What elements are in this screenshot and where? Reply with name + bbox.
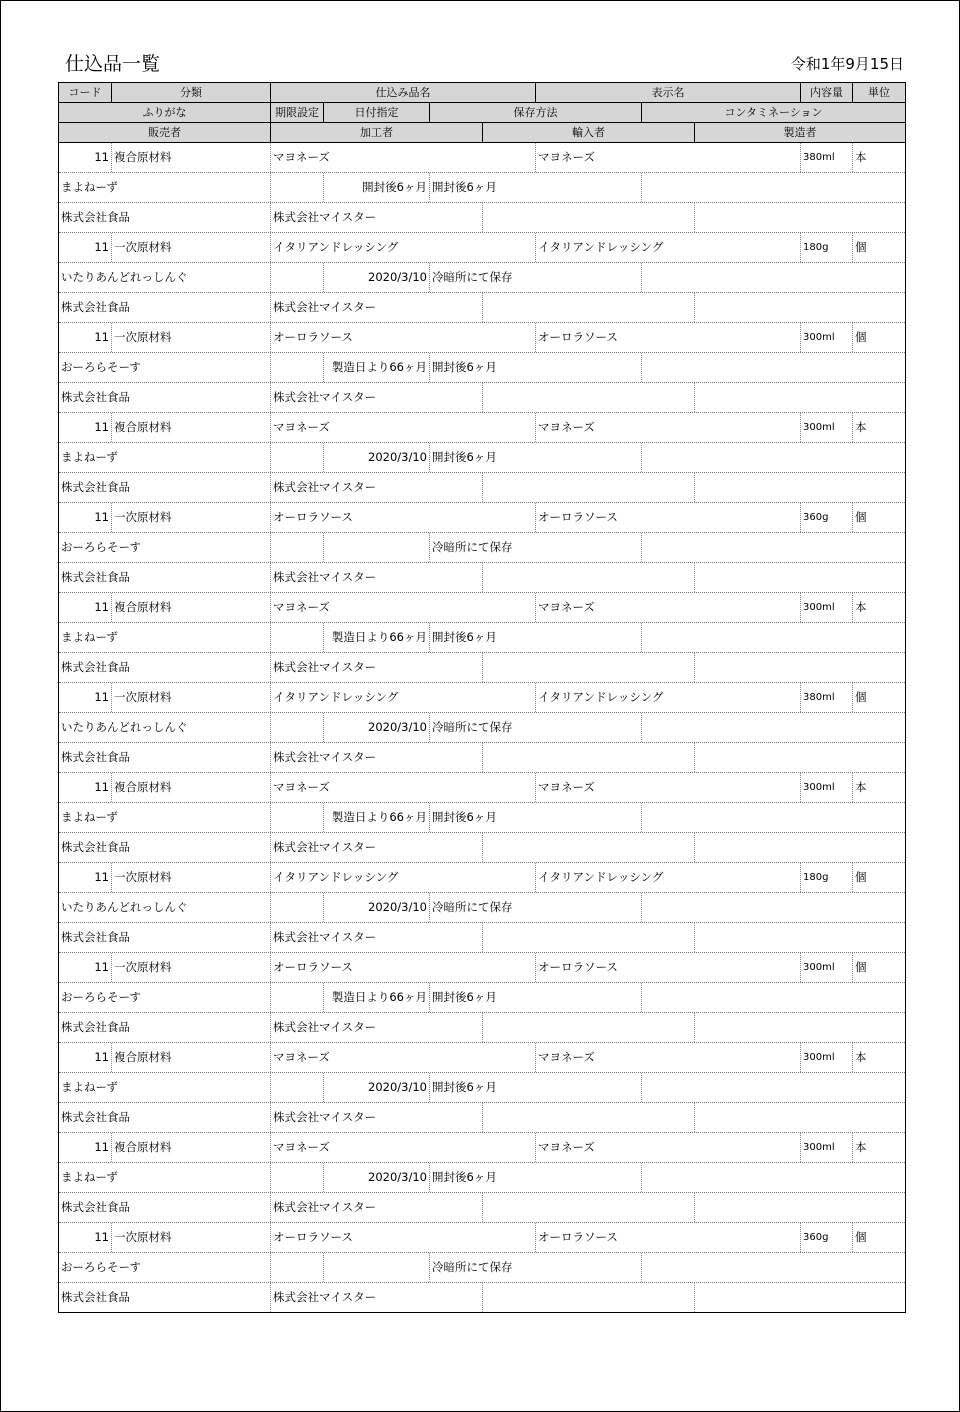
record-storage-method: 冷暗所にて保存 bbox=[429, 713, 641, 742]
record-display-name: マヨネーズ bbox=[535, 1043, 800, 1072]
table-row bbox=[59, 263, 905, 293]
record-unit: 個 bbox=[852, 233, 905, 262]
record-manufacturer bbox=[694, 923, 905, 952]
table-row bbox=[59, 833, 905, 863]
record-contamination bbox=[641, 983, 905, 1012]
record-processor: 株式会社マイスター bbox=[270, 1103, 482, 1132]
record-processor: 株式会社マイスター bbox=[270, 1283, 482, 1312]
record-category: 一次原材料 bbox=[111, 503, 270, 532]
record-volume: 380ml bbox=[800, 143, 852, 172]
header-code: コード bbox=[68, 86, 102, 99]
record-furigana: まよねーず bbox=[61, 810, 118, 824]
table-header-row-3 bbox=[59, 123, 905, 143]
record-contamination bbox=[641, 353, 905, 382]
record-display-name: オーロラソース bbox=[535, 503, 800, 532]
record-volume: 180g bbox=[800, 233, 852, 262]
record-volume: 300ml bbox=[800, 773, 852, 802]
record-category: 一次原材料 bbox=[111, 323, 270, 352]
record-furigana: まよねーず bbox=[61, 180, 118, 194]
record-date-spec: 2020/3/10 bbox=[323, 263, 429, 292]
header-seller: 販売者 bbox=[148, 126, 181, 139]
record-importer bbox=[482, 563, 694, 592]
record-unit: 本 bbox=[852, 413, 905, 442]
record-expiry-setting bbox=[270, 623, 323, 652]
record-expiry-setting bbox=[270, 173, 323, 202]
record-unit: 本 bbox=[852, 1133, 905, 1162]
header-product-name: 仕込み品名 bbox=[270, 83, 535, 102]
record-seller: 株式会社食品 bbox=[61, 570, 130, 584]
record-unit: 本 bbox=[852, 593, 905, 622]
table-row bbox=[59, 563, 905, 593]
record-unit: 個 bbox=[852, 323, 905, 352]
record-contamination bbox=[641, 263, 905, 292]
record-importer bbox=[482, 1193, 694, 1222]
record-product-name: マヨネーズ bbox=[270, 1133, 535, 1162]
record-storage-method: 開封後6ヶ月 bbox=[429, 1163, 641, 1192]
table-row bbox=[59, 503, 905, 533]
table-row bbox=[59, 383, 905, 413]
record-contamination bbox=[641, 1073, 905, 1102]
record-expiry-setting bbox=[270, 533, 323, 562]
record-date-spec: 2020/3/10 bbox=[323, 1073, 429, 1102]
record-date-spec bbox=[323, 533, 429, 562]
table-row bbox=[59, 353, 905, 383]
record-importer bbox=[482, 653, 694, 682]
record-manufacturer bbox=[694, 473, 905, 502]
record-category: 一次原材料 bbox=[111, 863, 270, 892]
record-code: 11 bbox=[94, 960, 109, 974]
record-seller: 株式会社食品 bbox=[61, 480, 130, 494]
table-row bbox=[59, 1223, 905, 1253]
record-date-spec: 製造日より66ヶ月 bbox=[323, 623, 429, 652]
record-volume: 300ml bbox=[800, 953, 852, 982]
record-product-name: イタリアンドレッシング bbox=[270, 683, 535, 712]
record-expiry-setting bbox=[270, 713, 323, 742]
record-product-name: オーロラソース bbox=[270, 323, 535, 352]
record-volume: 300ml bbox=[800, 593, 852, 622]
record-storage-method: 開封後6ヶ月 bbox=[429, 983, 641, 1012]
record-display-name: イタリアンドレッシング bbox=[535, 233, 800, 262]
record-manufacturer bbox=[694, 653, 905, 682]
table-row bbox=[59, 623, 905, 653]
table-row bbox=[59, 863, 905, 893]
record-unit: 個 bbox=[852, 683, 905, 712]
record-storage-method: 開封後6ヶ月 bbox=[429, 1073, 641, 1102]
record-manufacturer bbox=[694, 383, 905, 412]
record-expiry-setting bbox=[270, 1073, 323, 1102]
record-unit: 個 bbox=[852, 503, 905, 532]
record-processor: 株式会社マイスター bbox=[270, 923, 482, 952]
record-furigana: まよねーず bbox=[61, 1170, 118, 1184]
record-category: 一次原材料 bbox=[111, 233, 270, 262]
header-date-spec: 日付指定 bbox=[323, 103, 429, 122]
record-expiry-setting bbox=[270, 893, 323, 922]
record-importer bbox=[482, 1013, 694, 1042]
record-code: 11 bbox=[94, 420, 109, 434]
page-title: 仕込品一覧 bbox=[65, 53, 161, 75]
record-date-spec bbox=[323, 1253, 429, 1282]
record-expiry-setting bbox=[270, 443, 323, 472]
record-seller: 株式会社食品 bbox=[61, 1020, 130, 1034]
header-contamination: コンタミネーション bbox=[641, 103, 905, 122]
record-product-name: マヨネーズ bbox=[270, 593, 535, 622]
record-product-name: イタリアンドレッシング bbox=[270, 863, 535, 892]
table-row bbox=[59, 1073, 905, 1103]
record-seller: 株式会社食品 bbox=[61, 390, 130, 404]
record-manufacturer bbox=[694, 833, 905, 862]
record-furigana: まよねーず bbox=[61, 630, 118, 644]
record-code: 11 bbox=[94, 1230, 109, 1244]
record-display-name: マヨネーズ bbox=[535, 143, 800, 172]
record-furigana: まよねーず bbox=[61, 1080, 118, 1094]
table-header-row-1 bbox=[59, 83, 905, 103]
record-seller: 株式会社食品 bbox=[61, 1290, 130, 1304]
table-row bbox=[59, 1133, 905, 1163]
record-processor: 株式会社マイスター bbox=[270, 383, 482, 412]
record-processor: 株式会社マイスター bbox=[270, 203, 482, 232]
record-display-name: オーロラソース bbox=[535, 953, 800, 982]
table-row bbox=[59, 1283, 905, 1313]
table-row bbox=[59, 923, 905, 953]
record-furigana: いたりあんどれっしんぐ bbox=[61, 270, 188, 284]
record-storage-method: 開封後6ヶ月 bbox=[429, 173, 641, 202]
record-display-name: マヨネーズ bbox=[535, 1133, 800, 1162]
table-row bbox=[59, 653, 905, 683]
header-category: 分類 bbox=[111, 83, 270, 102]
record-display-name: オーロラソース bbox=[535, 323, 800, 352]
header-display-name: 表示名 bbox=[535, 83, 800, 102]
record-product-name: イタリアンドレッシング bbox=[270, 233, 535, 262]
record-category: 複合原材料 bbox=[111, 593, 270, 622]
record-importer bbox=[482, 1103, 694, 1132]
document-date: 令和1年9月15日 bbox=[790, 55, 904, 73]
record-product-name: オーロラソース bbox=[270, 1223, 535, 1252]
record-seller: 株式会社食品 bbox=[61, 840, 130, 854]
record-display-name: イタリアンドレッシング bbox=[535, 683, 800, 712]
record-unit: 個 bbox=[852, 953, 905, 982]
table-row bbox=[59, 413, 905, 443]
table-row bbox=[59, 593, 905, 623]
header-furigana: ふりがな bbox=[142, 106, 187, 119]
record-volume: 300ml bbox=[800, 323, 852, 352]
record-seller: 株式会社食品 bbox=[61, 660, 130, 674]
record-date-spec: 2020/3/10 bbox=[323, 893, 429, 922]
record-category: 複合原材料 bbox=[111, 143, 270, 172]
record-manufacturer bbox=[694, 203, 905, 232]
record-processor: 株式会社マイスター bbox=[270, 653, 482, 682]
record-date-spec: 製造日より66ヶ月 bbox=[323, 983, 429, 1012]
record-date-spec: 製造日より66ヶ月 bbox=[323, 353, 429, 382]
record-contamination bbox=[641, 713, 905, 742]
record-contamination bbox=[641, 1253, 905, 1282]
record-product-name: マヨネーズ bbox=[270, 1043, 535, 1072]
record-furigana: いたりあんどれっしんぐ bbox=[61, 720, 188, 734]
record-category: 複合原材料 bbox=[111, 413, 270, 442]
record-storage-method: 開封後6ヶ月 bbox=[429, 803, 641, 832]
table-row bbox=[59, 203, 905, 233]
record-expiry-setting bbox=[270, 1253, 323, 1282]
record-code: 11 bbox=[94, 240, 109, 254]
record-category: 一次原材料 bbox=[111, 1223, 270, 1252]
table-row bbox=[59, 773, 905, 803]
record-storage-method: 冷暗所にて保存 bbox=[429, 893, 641, 922]
record-volume: 360g bbox=[800, 1223, 852, 1252]
record-volume: 360g bbox=[800, 503, 852, 532]
table-row bbox=[59, 1253, 905, 1283]
table-row bbox=[59, 323, 905, 353]
table-row bbox=[59, 293, 905, 323]
record-furigana: おーろらそーす bbox=[61, 1260, 141, 1274]
header-unit: 単位 bbox=[852, 83, 905, 102]
record-display-name: マヨネーズ bbox=[535, 593, 800, 622]
record-date-spec: 開封後6ヶ月 bbox=[323, 173, 429, 202]
record-importer bbox=[482, 293, 694, 322]
record-processor: 株式会社マイスター bbox=[270, 743, 482, 772]
record-importer bbox=[482, 383, 694, 412]
record-display-name: マヨネーズ bbox=[535, 773, 800, 802]
record-unit: 個 bbox=[852, 1223, 905, 1252]
record-manufacturer bbox=[694, 563, 905, 592]
table-row bbox=[59, 1163, 905, 1193]
record-category: 複合原材料 bbox=[111, 1043, 270, 1072]
record-furigana: まよねーず bbox=[61, 450, 118, 464]
table-row bbox=[59, 953, 905, 983]
record-furigana: おーろらそーす bbox=[61, 990, 141, 1004]
record-importer bbox=[482, 743, 694, 772]
record-category: 一次原材料 bbox=[111, 683, 270, 712]
record-seller: 株式会社食品 bbox=[61, 930, 130, 944]
record-processor: 株式会社マイスター bbox=[270, 1193, 482, 1222]
record-furigana: おーろらそーす bbox=[61, 360, 141, 374]
table-row bbox=[59, 743, 905, 773]
table-row bbox=[59, 533, 905, 563]
record-importer bbox=[482, 203, 694, 232]
record-processor: 株式会社マイスター bbox=[270, 833, 482, 862]
record-product-name: マヨネーズ bbox=[270, 143, 535, 172]
table-row bbox=[59, 983, 905, 1013]
record-manufacturer bbox=[694, 1283, 905, 1312]
record-date-spec: 2020/3/10 bbox=[323, 443, 429, 472]
table-row bbox=[59, 443, 905, 473]
table-row bbox=[59, 1013, 905, 1043]
record-unit: 個 bbox=[852, 863, 905, 892]
table-row bbox=[59, 473, 905, 503]
record-manufacturer bbox=[694, 1103, 905, 1132]
record-code: 11 bbox=[94, 330, 109, 344]
record-seller: 株式会社食品 bbox=[61, 1200, 130, 1214]
record-category: 複合原材料 bbox=[111, 1133, 270, 1162]
record-importer bbox=[482, 833, 694, 862]
record-volume: 380ml bbox=[800, 683, 852, 712]
record-volume: 300ml bbox=[800, 1133, 852, 1162]
record-unit: 本 bbox=[852, 773, 905, 802]
table-row bbox=[59, 893, 905, 923]
record-contamination bbox=[641, 443, 905, 472]
header-storage-method: 保存方法 bbox=[429, 103, 641, 122]
record-code: 11 bbox=[94, 1050, 109, 1064]
record-contamination bbox=[641, 173, 905, 202]
table-row bbox=[59, 1193, 905, 1223]
header-volume: 内容量 bbox=[800, 83, 852, 102]
record-code: 11 bbox=[94, 780, 109, 794]
record-code: 11 bbox=[94, 870, 109, 884]
record-date-spec: 2020/3/10 bbox=[323, 1163, 429, 1192]
record-code: 11 bbox=[94, 600, 109, 614]
record-category: 一次原材料 bbox=[111, 953, 270, 982]
record-seller: 株式会社食品 bbox=[61, 210, 130, 224]
record-category: 複合原材料 bbox=[111, 773, 270, 802]
header-processor: 加工者 bbox=[270, 123, 482, 142]
record-storage-method: 冷暗所にて保存 bbox=[429, 1253, 641, 1282]
record-seller: 株式会社食品 bbox=[61, 750, 130, 764]
record-contamination bbox=[641, 893, 905, 922]
record-importer bbox=[482, 1283, 694, 1312]
record-furigana: おーろらそーす bbox=[61, 540, 141, 554]
record-expiry-setting bbox=[270, 983, 323, 1012]
table-row bbox=[59, 1103, 905, 1133]
record-storage-method: 開封後6ヶ月 bbox=[429, 353, 641, 382]
record-processor: 株式会社マイスター bbox=[270, 293, 482, 322]
record-manufacturer bbox=[694, 293, 905, 322]
record-seller: 株式会社食品 bbox=[61, 300, 130, 314]
record-unit: 本 bbox=[852, 143, 905, 172]
table-row bbox=[59, 803, 905, 833]
record-code: 11 bbox=[94, 690, 109, 704]
table-row bbox=[59, 683, 905, 713]
record-code: 11 bbox=[94, 1140, 109, 1154]
table-row bbox=[59, 173, 905, 203]
record-date-spec: 2020/3/10 bbox=[323, 713, 429, 742]
record-date-spec: 製造日より66ヶ月 bbox=[323, 803, 429, 832]
record-expiry-setting bbox=[270, 1163, 323, 1192]
record-display-name: マヨネーズ bbox=[535, 413, 800, 442]
table-header-row-2 bbox=[59, 103, 905, 123]
record-contamination bbox=[641, 1163, 905, 1192]
record-unit: 本 bbox=[852, 1043, 905, 1072]
record-storage-method: 冷暗所にて保存 bbox=[429, 533, 641, 562]
record-manufacturer bbox=[694, 1013, 905, 1042]
record-product-name: オーロラソース bbox=[270, 953, 535, 982]
record-furigana: いたりあんどれっしんぐ bbox=[61, 900, 188, 914]
record-manufacturer bbox=[694, 743, 905, 772]
record-volume: 180g bbox=[800, 863, 852, 892]
record-importer bbox=[482, 473, 694, 502]
record-contamination bbox=[641, 623, 905, 652]
record-expiry-setting bbox=[270, 263, 323, 292]
record-volume: 300ml bbox=[800, 413, 852, 442]
record-importer bbox=[482, 923, 694, 952]
header-importer: 輸入者 bbox=[482, 123, 694, 142]
header-manufacturer: 製造者 bbox=[694, 123, 905, 142]
product-table bbox=[58, 82, 906, 1313]
record-storage-method: 開封後6ヶ月 bbox=[429, 443, 641, 472]
record-code: 11 bbox=[94, 510, 109, 524]
record-processor: 株式会社マイスター bbox=[270, 473, 482, 502]
record-seller: 株式会社食品 bbox=[61, 1110, 130, 1124]
record-contamination bbox=[641, 803, 905, 832]
record-product-name: オーロラソース bbox=[270, 503, 535, 532]
record-volume: 300ml bbox=[800, 1043, 852, 1072]
record-storage-method: 開封後6ヶ月 bbox=[429, 623, 641, 652]
table-row bbox=[59, 143, 905, 173]
record-expiry-setting bbox=[270, 803, 323, 832]
header-expiry-setting: 期限設定 bbox=[270, 103, 323, 122]
record-product-name: マヨネーズ bbox=[270, 773, 535, 802]
record-display-name: イタリアンドレッシング bbox=[535, 863, 800, 892]
record-code: 11 bbox=[94, 150, 109, 164]
record-manufacturer bbox=[694, 1193, 905, 1222]
record-display-name: オーロラソース bbox=[535, 1223, 800, 1252]
record-storage-method: 冷暗所にて保存 bbox=[429, 263, 641, 292]
table-row bbox=[59, 713, 905, 743]
table-row bbox=[59, 233, 905, 263]
record-expiry-setting bbox=[270, 353, 323, 382]
record-processor: 株式会社マイスター bbox=[270, 1013, 482, 1042]
record-contamination bbox=[641, 533, 905, 562]
table-row bbox=[59, 1043, 905, 1073]
record-processor: 株式会社マイスター bbox=[270, 563, 482, 592]
record-product-name: マヨネーズ bbox=[270, 413, 535, 442]
